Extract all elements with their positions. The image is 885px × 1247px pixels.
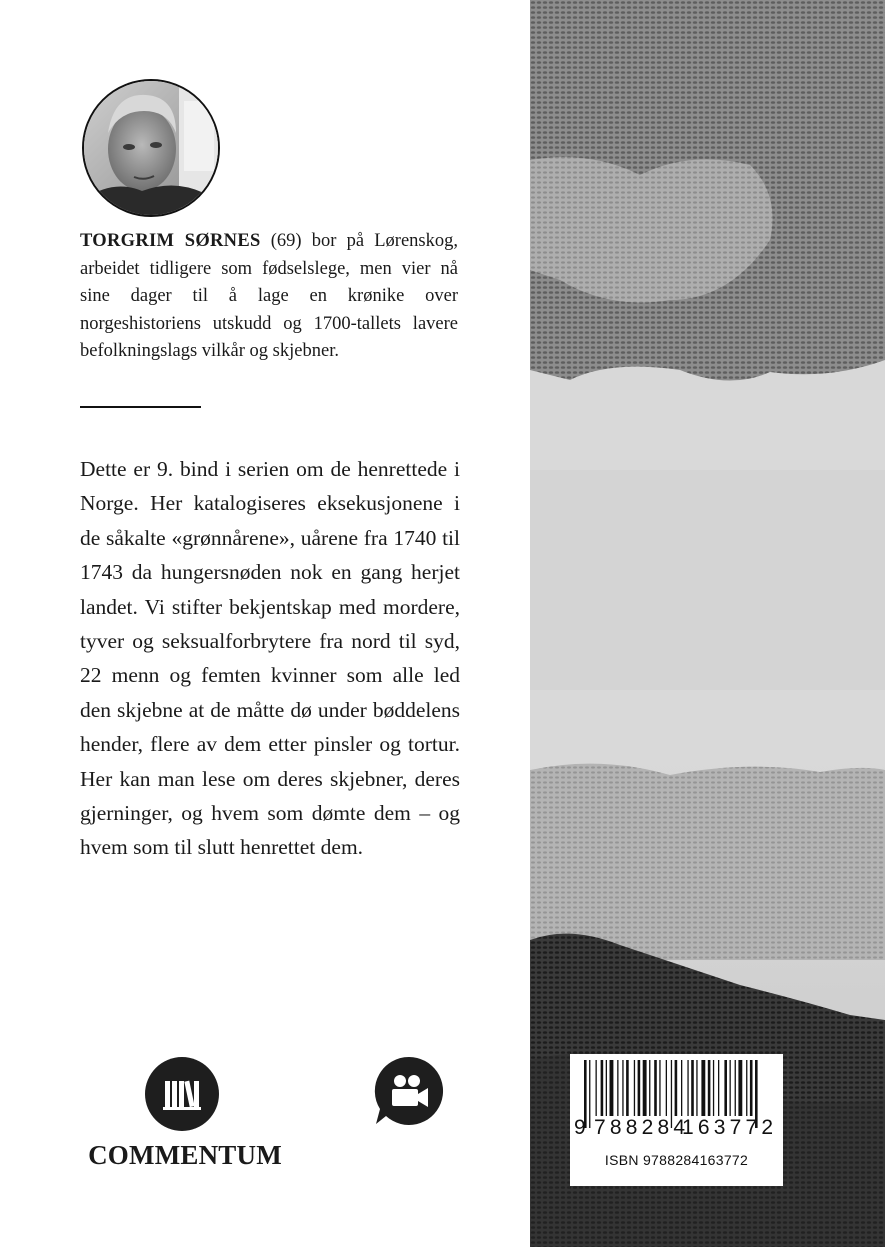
barcode-bar xyxy=(654,1060,657,1116)
barcode-first-digit: 9 xyxy=(574,1116,586,1139)
barcode-bar xyxy=(746,1060,747,1116)
barcode-bar xyxy=(750,1060,753,1116)
books-icon xyxy=(145,1057,219,1131)
barcode-bar xyxy=(638,1060,641,1116)
barcode-bar xyxy=(681,1060,682,1116)
author-name: TORGRIM SØRNES xyxy=(80,231,261,251)
barcode-bar xyxy=(643,1060,647,1116)
barcode-bar xyxy=(701,1060,705,1116)
barcode-bar xyxy=(708,1060,711,1116)
barcode-bar xyxy=(687,1060,688,1116)
barcode-group-1: 788284 xyxy=(594,1116,690,1139)
isbn-barcode xyxy=(570,1054,783,1186)
barcode-bar xyxy=(589,1060,590,1128)
barcode-bar xyxy=(601,1060,604,1116)
barcode-bar xyxy=(675,1060,678,1116)
barcode-bar xyxy=(622,1060,623,1116)
author-bio-text: (69) bor på Lørenskog, arbeidet tidligere som fødselslege, men vier nå sine dager til å lage en krønike over norgeshistoriens utskudd og 1700-tallets lavere befolkningslags vilkår og skjebner. xyxy=(80,231,458,361)
section-divider xyxy=(80,406,201,408)
publisher-name: COMMENTUM xyxy=(88,1140,282,1170)
barcode-bar xyxy=(738,1060,742,1116)
book-description: Dette er 9. bind i serien om de henrettede i Norge. Her katalogiseres eksekusjonene i de såkalte «grønnårene», uårene fra 1740 til 1743 da hungersnøden nok en gang herjet landet. Vi stifter bekjentskap med mordere, tyver og seksualforbrytere fra nord til syd, 22 menn og femten kvinner som alle led den skjebne at de måtte dø under bøddelens hender, flere av dem etter pinsler og tortur. Her kan man lese om deres skjebner, deres gjerninger, og hvem som dømte dem – og hvem som til slutt henrettet dem. xyxy=(80,457,460,860)
author-photo xyxy=(82,79,220,217)
barcode-bar xyxy=(659,1060,660,1116)
barcode-bar xyxy=(691,1060,694,1116)
film-camera-speech-bubble-icon xyxy=(372,1054,446,1128)
barcode-group-2: 163772 xyxy=(682,1116,778,1139)
barcode-bar xyxy=(713,1060,714,1116)
barcode-bar xyxy=(696,1060,697,1116)
barcode-bar xyxy=(735,1060,736,1116)
barcode-bar xyxy=(634,1060,635,1116)
barcode-bar xyxy=(596,1060,597,1116)
publisher-logo xyxy=(80,1057,290,1177)
barcode-bar xyxy=(617,1060,618,1116)
barcode-bar xyxy=(626,1060,629,1116)
isbn-text: ISBN 9788284163772 xyxy=(604,1152,749,1168)
barcode-bar xyxy=(649,1060,650,1116)
barcode-bar xyxy=(606,1060,607,1116)
barcode-bar xyxy=(666,1060,667,1116)
barcode-bar xyxy=(730,1060,731,1116)
barcode-bar xyxy=(724,1060,727,1116)
barcode-bar xyxy=(718,1060,719,1116)
barcode-bar xyxy=(610,1060,614,1116)
author-bio xyxy=(80,228,458,366)
